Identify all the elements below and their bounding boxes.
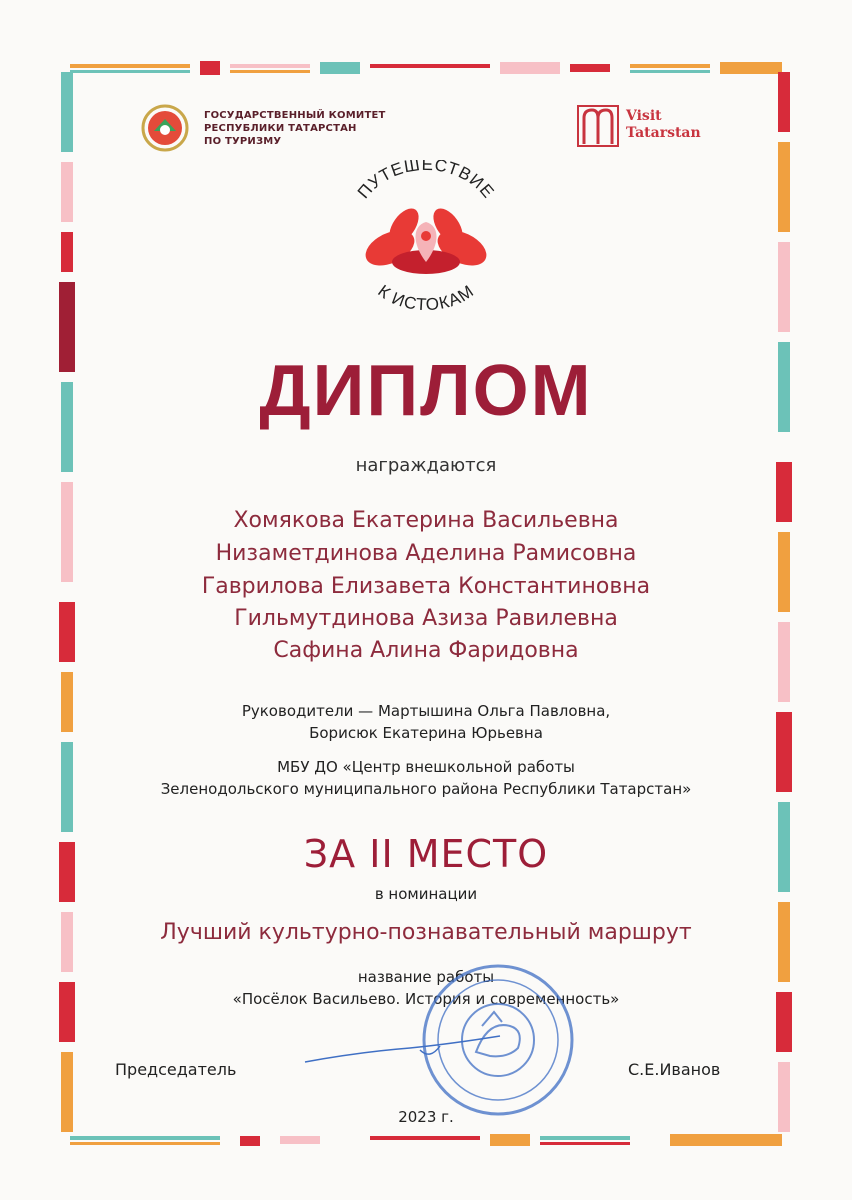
organization-line-1: МБУ ДО «Центр внешкольной работы [277, 758, 575, 776]
emblem-top-text: ПУТЕШЕСТВИЕ [353, 160, 499, 203]
awardee-name: Гильмутдинова Азиза Равилевна [234, 606, 618, 631]
awarded-label: награждаются [355, 455, 497, 476]
committee-line-1: ГОСУДАРСТВЕННЫЙ КОМИТЕТ [204, 110, 386, 121]
visit-line-1: Visit [626, 108, 662, 124]
organization-line-2: Зеленодольского муниципального района Республики Татарстан» [160, 780, 692, 798]
awardee-name: Хомякова Екатерина Васильевна [233, 508, 619, 533]
leaders-line-1: Руководители — Мартышина Ольга Павловна, [241, 702, 611, 720]
emblem-bottom-text: К ИСТОКАМ [374, 281, 478, 310]
visit-tatarstan-logo [576, 104, 716, 152]
leaders-line-2: Борисюк Екатерина Юрьевна [309, 724, 543, 742]
work-label: название работы [357, 968, 495, 986]
place-title: ЗА II МЕСТО [303, 832, 549, 876]
visit-line-2: Tatarstan [626, 125, 701, 141]
year: 2023 г. [398, 1108, 454, 1126]
flower-pin-icon [336, 160, 516, 310]
work-title: «Посёлок Васильево. История и современность» [232, 990, 620, 1008]
journey-emblem [336, 160, 516, 310]
awardee-name: Сафина Алина Фаридовна [273, 638, 579, 663]
tourism-committee-logo [140, 103, 400, 153]
visit-tatarstan-icon [576, 104, 620, 148]
chairman-name: С.Е.Иванов [628, 1060, 721, 1079]
nomination-title: Лучший культурно-познавательный маршрут [160, 920, 692, 945]
svg-text:К ИСТОКАМ [374, 281, 477, 310]
committee-line-3: ПО ТУРИЗМУ [204, 136, 282, 147]
awardee-name: Низаметдинова Аделина Рамисовна [215, 541, 637, 566]
diploma-title: ДИПЛОМ [259, 351, 593, 431]
ornament-border-bottom [70, 1130, 782, 1152]
nomination-label: в номинации [374, 885, 478, 903]
svg-text:ПУТЕШЕСТВИЕ [354, 160, 498, 202]
chairman-label: Председатель [115, 1060, 237, 1079]
committee-line-2: РЕСПУБЛИКИ ТАТАРСТАН [204, 123, 357, 134]
signature-icon [300, 1030, 520, 1070]
ornament-border-top [70, 58, 782, 78]
awardee-name: Гаврилова Елизавета Константиновна [201, 574, 651, 599]
tatarstan-emblem-icon [140, 103, 190, 153]
